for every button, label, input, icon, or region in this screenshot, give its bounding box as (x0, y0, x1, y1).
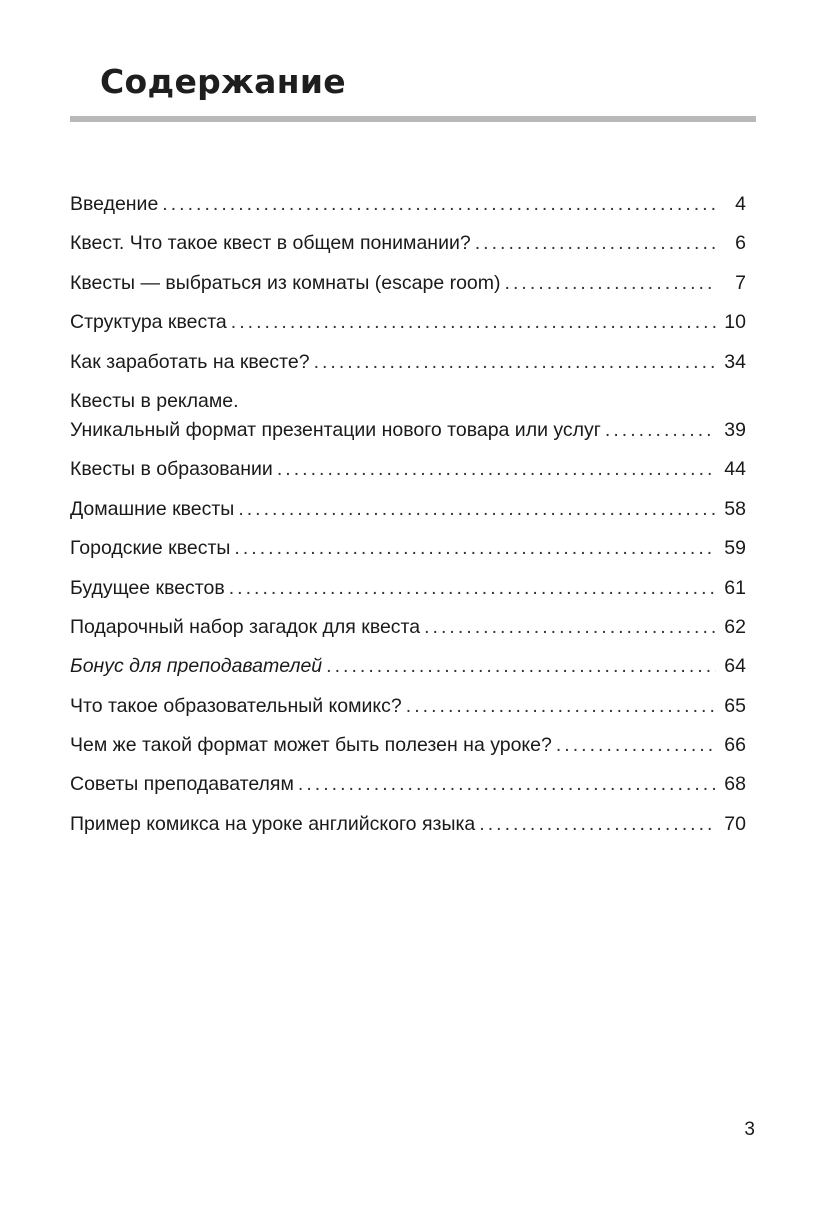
toc-entry-page: 65 (724, 694, 746, 717)
toc-entry[interactable] (70, 308, 746, 337)
toc-leader-dots (556, 731, 716, 760)
toc-entry-title: Как заработать на квесте? (70, 350, 310, 373)
toc-leader-dots (406, 692, 716, 721)
toc-leader-dots (475, 229, 716, 258)
toc-entry[interactable] (70, 770, 746, 799)
toc-entry-page: 59 (724, 537, 746, 560)
toc-entry-page: 6 (735, 232, 746, 255)
toc-leader-dots (314, 348, 716, 377)
toc-entry[interactable] (70, 269, 746, 298)
toc-entry-page: 70 (724, 812, 746, 835)
toc-leader-dots (479, 810, 716, 839)
toc-entry-page: 66 (724, 734, 746, 757)
toc-entry[interactable] (70, 731, 746, 760)
toc-leader-dots (424, 613, 716, 642)
toc-entry-page: 58 (724, 497, 746, 520)
toc-entry-page: 62 (724, 615, 746, 638)
toc-entry-title-line1: Квесты в рекламе. (70, 389, 239, 412)
toc-entry-title: Уникальный формат презентации нового товара или услуг (70, 418, 601, 441)
toc-entry[interactable] (70, 190, 746, 219)
toc-entry[interactable] (70, 348, 746, 377)
toc-entry-title: Бонус для преподавателей (70, 655, 323, 678)
toc-entry-page: 44 (724, 458, 746, 481)
toc-entry-title: Будущее квестов (70, 576, 225, 599)
toc-leader-dots (505, 269, 716, 298)
toc-entry-page: 61 (724, 576, 746, 599)
toc-entry[interactable] (70, 534, 746, 563)
toc-leader-dots (234, 534, 716, 563)
page-number: 3 (744, 1119, 755, 1140)
toc-entry-page: 34 (724, 350, 746, 373)
toc-leader-dots (326, 652, 716, 681)
toc-leader-dots (162, 190, 716, 219)
toc-leader-dots (231, 308, 716, 337)
toc-entry-title: Квесты в образовании (70, 458, 273, 481)
toc-entry-title: Домашние квесты (70, 497, 235, 520)
toc-entry[interactable] (70, 574, 746, 603)
toc-entry[interactable] (70, 613, 746, 642)
toc-entry[interactable] (70, 692, 746, 721)
toc-entry-title: Подарочный набор загадок для квеста (70, 615, 421, 638)
toc-entry[interactable] (70, 455, 746, 484)
toc-entry[interactable] (70, 495, 746, 524)
toc-entry-page: 39 (724, 418, 746, 441)
toc-leader-dots (238, 495, 716, 524)
toc-entry-page: 68 (724, 773, 746, 796)
toc-entry-page: 7 (735, 271, 746, 294)
toc-entry-title: Чем же такой формат может быть полезен на уроке? (70, 734, 552, 757)
toc-entry[interactable] (70, 229, 746, 258)
toc-entry-page: 4 (735, 193, 746, 215)
toc-entry-title: Городские квесты (70, 537, 231, 560)
toc-entry-page: 10 (724, 311, 746, 334)
toc-entry-title: Структура квеста (70, 311, 227, 334)
toc-entry[interactable] (70, 387, 746, 445)
table-of-contents (70, 190, 746, 849)
toc-leader-dots (277, 455, 716, 484)
toc-entry-title: Введение (70, 193, 159, 215)
toc-entry-title: Квест. Что такое квест в общем понимании? (70, 232, 471, 255)
toc-entry-title: Квесты — выбраться из комнаты (escape room) (70, 271, 501, 294)
page-title: Содержание (100, 62, 346, 101)
toc-entry[interactable] (70, 652, 746, 681)
toc-leader-dots (298, 770, 716, 799)
toc-entry-page: 64 (724, 655, 746, 678)
toc-entry-title: Что такое образовательный комикс? (70, 694, 402, 717)
toc-leader-dots (605, 416, 716, 445)
toc-entry-title: Пример комикса на уроке английского языка (70, 812, 476, 835)
toc-entry-title: Советы преподавателям (70, 773, 294, 796)
title-divider (70, 116, 756, 122)
toc-entry[interactable] (70, 810, 746, 839)
toc-leader-dots (229, 574, 716, 603)
